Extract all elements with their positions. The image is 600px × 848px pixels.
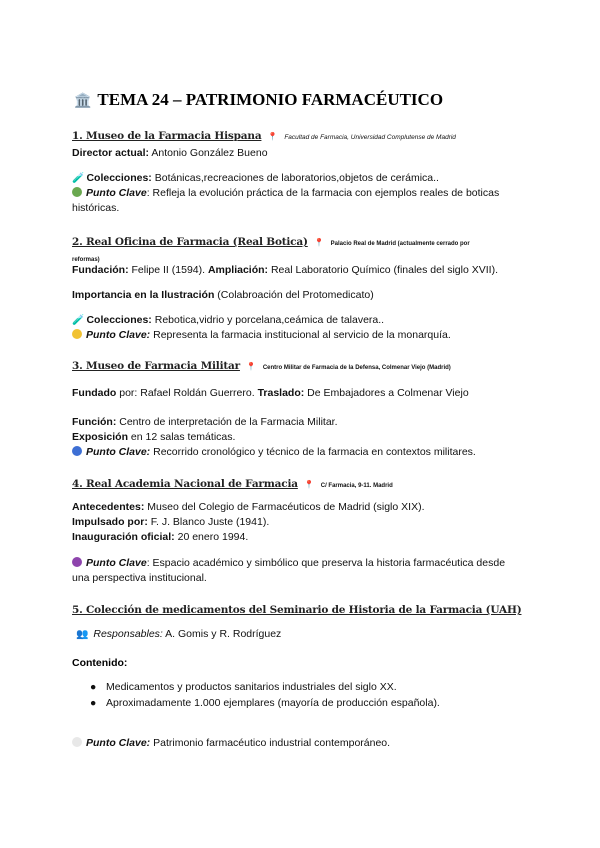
contenido-label: Contenido: — [72, 657, 128, 669]
museum-icon: 🏛️ — [74, 94, 92, 109]
colecciones-1-line — [72, 171, 439, 186]
responsables-line — [76, 627, 281, 642]
antecedentes-line — [72, 500, 425, 515]
fundacion-value: Felipe II (1594). — [128, 264, 206, 276]
punto-clave-label: Punto Clave: — [86, 329, 151, 341]
section-2-heading — [72, 232, 470, 250]
punto-clave-value: Recorrido cronológico y técnico de la farmacia en contextos militares. — [150, 446, 476, 458]
pin-icon: 📍 — [304, 480, 315, 489]
traslado-value: De Embajadores a Colmenar Viejo — [304, 387, 469, 399]
fundado-value: por: Rafael Roldán Guerrero. — [116, 387, 255, 399]
green-circle-icon — [72, 187, 82, 197]
test-tube-icon: 🧪 — [72, 173, 85, 184]
punto-clave-value: : Espacio académico y simbólico que preserva la historia farmacéutica desde una perspectiva institucional. — [72, 557, 506, 584]
exposicion-value: en 12 salas temáticas. — [128, 431, 236, 443]
importancia-value: (Colabroación del Protomedicato) — [214, 289, 374, 301]
section-1-title: 1. Museo de la Farmacia Hispana — [72, 130, 262, 142]
traslado-label: Traslado: — [257, 387, 305, 399]
funcion-label: Función: — [72, 416, 117, 428]
director-label: Director actual: — [72, 147, 150, 159]
punto-clave-4 — [72, 556, 512, 586]
white-circle-icon — [72, 737, 82, 747]
section-5-heading — [72, 600, 521, 618]
impulsado-line — [72, 515, 269, 530]
section-1-location: Facultad de Farmacia, Universidad Complutense de Madrid — [284, 134, 456, 141]
pin-icon: 📍 — [267, 132, 278, 141]
colecciones-label: Colecciones: — [86, 172, 152, 184]
section-4-heading — [72, 474, 393, 492]
bullet-icon: ● — [90, 697, 97, 709]
punto-clave-label: Punto Clave — [86, 187, 147, 199]
section-2-location-a: Palacio Real de Madrid (actualmente cerrado por — [330, 241, 470, 247]
list-item-text: Medicamentos y productos sanitarios industriales del siglo XX. — [106, 681, 397, 693]
punto-clave-2 — [72, 328, 451, 343]
fundacion-line — [72, 263, 498, 278]
list-item — [90, 681, 397, 693]
punto-clave-label: Punto Clave — [86, 557, 147, 569]
ampliacion-value: Real Laboratorio Químico (finales del siglo XVII). — [268, 264, 498, 276]
fundado-label: Fundado — [72, 387, 117, 399]
impulsado-value: F. J. Blanco Juste (1941). — [147, 516, 270, 528]
inauguracion-value: 20 enero 1994. — [174, 531, 249, 543]
page-title-text: TEMA 24 – PATRIMONIO FARMACÉUTICO — [97, 90, 444, 109]
colecciones-value: Rebotica,vidrio y porcelana,ceámica de talavera.. — [151, 314, 385, 326]
punto-clave-1 — [72, 186, 512, 216]
importancia-line — [72, 288, 374, 303]
exposicion-label: Exposición — [72, 431, 129, 443]
pin-icon: 📍 — [314, 238, 325, 247]
section-3-title: 3. Museo de Farmacia Militar — [72, 360, 240, 372]
punto-clave-3 — [72, 445, 476, 460]
section-3-heading — [72, 356, 451, 374]
colecciones-value: Botánicas,recreaciones de laboratorios,objetos de cerámica.. — [151, 172, 439, 184]
exposicion-line — [72, 430, 235, 445]
section-4-location: C/ Farmacia, 9-11. Madrid — [320, 483, 393, 489]
funcion-value: Centro de interpretación de la Farmacia Militar. — [116, 416, 338, 428]
punto-clave-5 — [72, 736, 390, 751]
impulsado-label: Impulsado por: — [72, 516, 148, 528]
inauguracion-label: Inauguración oficial: — [72, 531, 175, 543]
section-2-title: 2. Real Oficina de Farmacia (Real Botica) — [72, 236, 308, 248]
colecciones-2-line — [72, 313, 384, 328]
antecedentes-value: Museo del Colegio de Farmacéuticos de Madrid (siglo XIX). — [144, 501, 425, 513]
director-value: Antonio González Bueno — [149, 147, 268, 159]
fundado-line — [72, 386, 469, 401]
blue-circle-icon — [72, 446, 82, 456]
responsables-label: Responsables: — [93, 628, 163, 640]
punto-clave-value: Representa la farmacia institucional al servicio de la monarquía. — [150, 329, 451, 341]
list-item — [90, 697, 440, 709]
section-5-title: 5. Colección de medicamentos del Seminario de Historia de la Farmacia (UAH) — [72, 604, 522, 616]
punto-clave-value: : Refleja la evolución práctica de la farmacia con ejemplos reales de boticas históricas. — [72, 187, 500, 214]
pin-icon: 📍 — [246, 362, 257, 371]
section-1-heading — [72, 126, 456, 144]
page-title — [74, 90, 443, 110]
section-2-location-b: reformas) — [72, 257, 100, 263]
importancia-label: Importancia en la Ilustración — [72, 289, 215, 301]
antecedentes-label: Antecedentes: — [72, 501, 145, 513]
inauguracion-line — [72, 530, 248, 545]
colecciones-label: Colecciones: — [86, 314, 152, 326]
ampliacion-label: Ampliación: — [207, 264, 269, 276]
list-item-text: Aproximadamente 1.000 ejemplares (mayoría de producción española). — [106, 697, 440, 709]
responsables-value: A. Gomis y R. Rodríguez — [162, 628, 282, 640]
punto-clave-label: Punto Clave: — [86, 446, 151, 458]
people-icon: 👥 — [76, 629, 89, 640]
test-tube-icon: 🧪 — [72, 315, 85, 326]
director-line — [72, 146, 268, 161]
punto-clave-label: Punto Clave: — [86, 737, 151, 749]
section-3-location: Centro Militar de Farmacia de la Defensa, Colmenar Viejo (Madrid) — [262, 365, 451, 371]
yellow-circle-icon — [72, 329, 82, 339]
fundacion-label: Fundación: — [72, 264, 129, 276]
section-4-title: 4. Real Academia Nacional de Farmacia — [72, 478, 298, 490]
punto-clave-value: Patrimonio farmacéutico industrial contemporáneo. — [150, 737, 391, 749]
purple-circle-icon — [72, 557, 82, 567]
bullet-icon: ● — [90, 681, 97, 693]
funcion-line — [72, 415, 338, 430]
